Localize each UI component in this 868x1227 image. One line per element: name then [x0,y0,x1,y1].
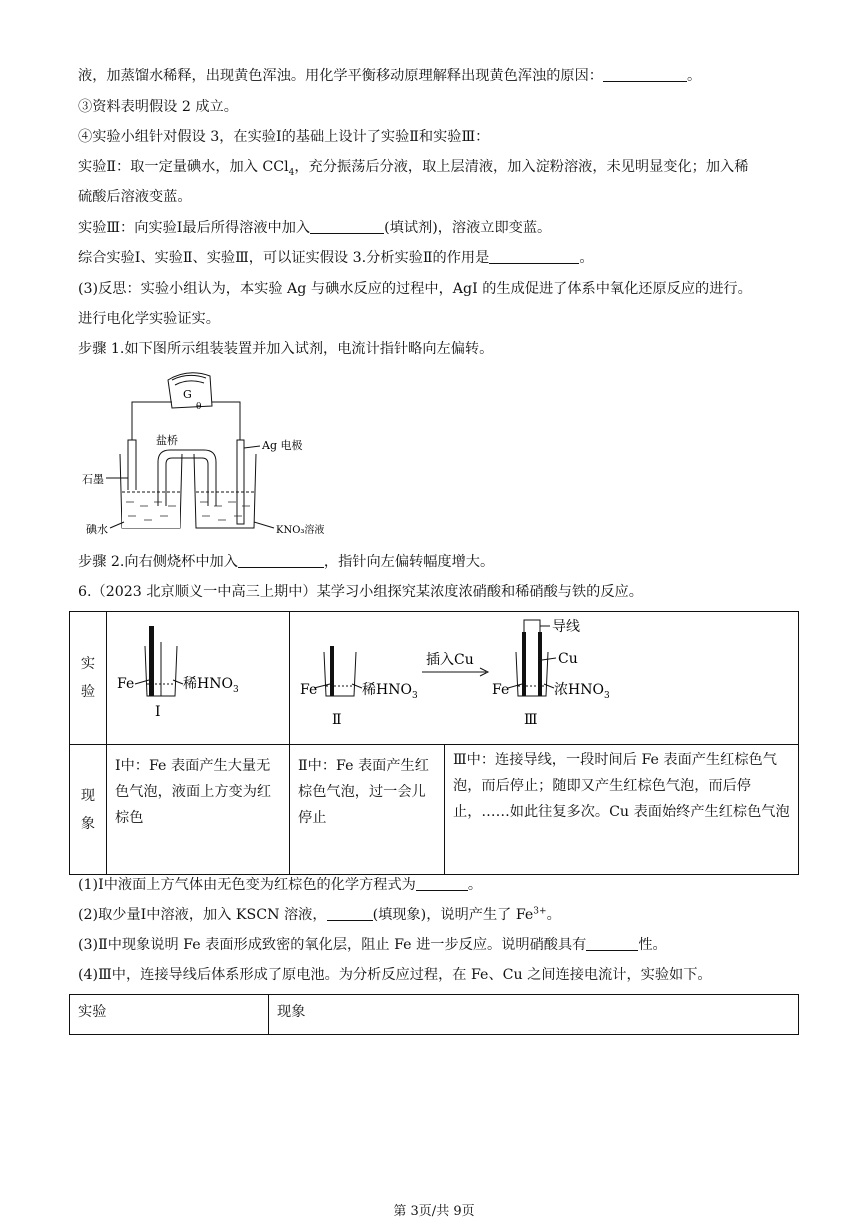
fe-label: Fe [492,682,510,698]
exp1-cell [107,612,290,745]
acid-label: 稀HNO [362,682,412,698]
wire-label: 导线 [552,619,580,635]
text: 综合实验Ⅰ、实验Ⅱ、实验Ⅲ，可以证实假设 3.分析实验Ⅱ的作用是 [78,250,490,266]
text-line [78,157,748,177]
salt-bridge-label: 盐桥 [156,434,178,447]
svg-text:θ: θ [196,402,202,412]
exp2-3-cell [290,612,799,745]
answer-blank [327,906,373,921]
phenomenon-1-text: Ⅰ中：Fe 表面产生大量无色气泡，液面上方变为红棕色 [115,758,272,826]
superscript: 3+ [533,906,547,917]
text-line: (3)反思：实验小组认为，本实验 Ag 与碘水反应的过程中，AgI 的生成促进了体系中氧化还原反应的进行。 [78,281,752,297]
text-line: (4)Ⅲ中，连接导线后体系形成了原电池。为分析反应过程，在 Fe、Cu 之间连接电流计，实验如下。 [78,967,712,983]
text-line [78,218,551,238]
phenomenon-2-cell [290,745,445,875]
text: (3)Ⅱ中现象说明 Fe 表面形成致密的氧化层，阻止 Fe 进一步反应。说明硝酸具有 [78,937,587,953]
arrow-label: 插入Cu [426,652,474,668]
galvanometer-icon [168,373,212,412]
roman-label: Ⅱ [332,712,342,728]
header-text: 实验 [78,1004,107,1020]
acid-sub: 3 [603,691,610,701]
subscript: 4 [288,167,295,178]
acid-label: 稀HNO [183,676,233,692]
text-line [78,935,667,955]
phenomenon-3-cell [445,745,799,875]
kno3-label: KNO₃溶液 [276,525,325,536]
text-line: 进行电化学实验证实。 [78,311,220,327]
text-line [78,248,594,268]
text: ，指针向左偏转幅度增大。 [323,554,495,570]
roman-label: Ⅰ [155,704,161,720]
phenomenon-1-cell [107,745,290,875]
text-line [78,905,561,925]
header-char: 象 [80,815,96,832]
phenomenon-2-text: Ⅱ中：Fe 表面产生红棕色气泡，过一会儿停止 [298,758,429,826]
galvanometer-label: G [183,388,192,401]
acid-sub: 3 [411,691,418,701]
experiment-table-2 [69,994,799,1035]
text-line: 硫酸后溶液变蓝。 [78,189,192,205]
text-line: ④实验小组针对假设 3，在实验Ⅰ的基础上设计了实验Ⅱ和实验Ⅲ： [78,129,490,145]
row-header-experiment [70,612,107,745]
graphite-label: 石墨 [82,473,104,486]
header-text: 现象 [277,1004,306,1020]
iodine-water-label: 碘水 [86,523,108,536]
text: (填试剂)，溶液立即变蓝。 [384,220,552,236]
text: (1)Ⅰ中液面上方气体由无色变为红棕色的化学方程式为 [78,877,416,893]
text-line [78,875,482,895]
phenomenon-3-text: Ⅲ中：连接导线，一段时间后 Fe 表面产生红棕色气泡，而后停止；随即又产生红棕色气泡，而后停止，……如此往复多次。Cu 表面始终产生红棕色气泡 [453,752,790,820]
experiment-table [69,611,799,875]
answer-blank [489,249,579,264]
acid-sub: 3 [232,685,239,695]
electrochemistry-apparatus-figure [80,366,350,542]
text: 。 [546,907,561,923]
text-line: ③资料表明假设 2 成立。 [78,99,238,115]
text: (填现象)，说明产生了 Fe [372,907,534,923]
table2-header-experiment [70,995,269,1035]
exp2-3-figure [290,612,798,740]
text: 。 [579,250,594,266]
roman-label: Ⅲ [524,712,538,728]
cu-label: Cu [558,651,578,667]
text: (2)取少量Ⅰ中溶液，加入 KSCN 溶液， [78,907,327,923]
exp1-figure [107,612,287,740]
svg-text:浓HNO3 [554,682,610,701]
answer-blank [603,67,687,82]
header-char: 实 [80,656,96,672]
row-header-phenomenon [70,745,107,875]
page-footer: 第 3页/共 9页 [393,1204,475,1219]
text: 实验Ⅲ：向实验Ⅰ最后所得溶液中加入 [78,220,311,236]
header-char: 现 [80,787,96,804]
text: 。 [467,877,483,893]
text-line: 6.（2023 北京顺义一中高三上期中）某学习小组探究某浓度浓硝酸和稀硝酸与铁的反应。 [78,584,643,600]
fe-label: Fe [117,676,135,692]
text: 步骤 2.向右侧烧杯中加入 [78,554,238,570]
text: 性。 [638,937,667,953]
header-char: 验 [80,684,96,700]
answer-blank [310,219,384,234]
answer-blank [586,936,638,951]
text: 实验Ⅱ：取一定量碘水，加入 CCl [78,159,289,175]
ag-electrode-label: Ag 电极 [262,439,303,452]
fe-label: Fe [300,682,318,698]
text-line [78,66,701,86]
answer-blank [416,876,468,891]
text: ，充分振荡后分液，取上层清液，加入淀粉溶液，未见明显变化；加入稀 [294,159,749,175]
table2-header-phenomenon [269,995,799,1035]
svg-text:稀HNO3 [183,676,239,695]
text: 。 [686,68,702,84]
text-line: 步骤 1.如下图所示组装装置并加入试剂，电流计指针略向左偏转。 [78,341,494,357]
acid-label: 浓HNO [554,682,604,698]
answer-blank [238,553,324,568]
text-line [78,552,494,572]
text: 液，加蒸馏水稀释，出现黄色浑浊。用化学平衡移动原理解释出现黄色浑浊的原因： [78,68,603,84]
svg-text:稀HNO3 [362,682,418,701]
